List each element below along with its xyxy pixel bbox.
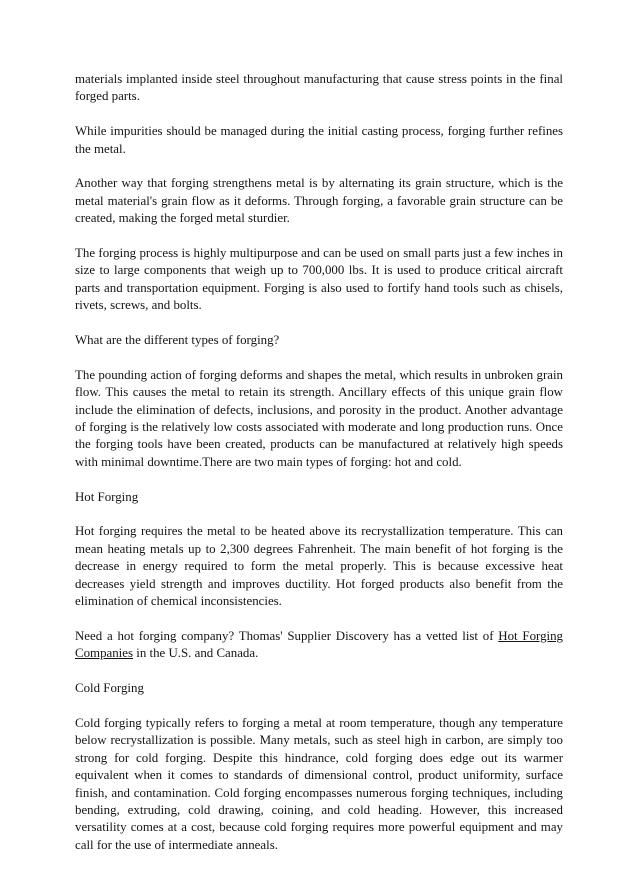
paragraph-hot-forging-companies xyxy=(75,628,563,663)
paragraph-casting-impurities: While impurities should be managed during the initial casting process, forging further refines the metal. xyxy=(75,124,563,156)
paragraph-grain-flow: The pounding action of forging deforms and shapes the metal, which results in unbroken grain flow. This causes the metal to retain its strength. Ancillary effects of this unique grain flow include the elimination of defects, inclusions, and porosity in the product. Another advantage of forging is the relatively low costs associated with moderate and long production runs. Once the forging tools have been created, products can be manufactured at relatively high speeds with minimal downtime.There are two main types of forging: hot and cold. xyxy=(75,367,563,469)
heading-types-of-forging: What are the different types of forging? xyxy=(75,333,280,348)
text-before-link: Need a hot forging company? Thomas' Supplier Discovery has a vetted list of xyxy=(75,628,499,643)
paragraph-forging-uses: The forging process is highly multipurpose and can be used on small parts just a few inches in size to large components that weigh up to 700,000 lbs. It is used to produce critical aircraft parts and transportation equipment. Forging is also used to fortify hand tools such as chisels, rivets, screws, and bolts. xyxy=(75,246,563,313)
paragraph-grain-structure: Another way that forging strengthens metal is by alternating its grain structure, which is the metal material's grain flow as it deforms. Through forging, a favorable grain structure can be created, making the forged metal sturdier. xyxy=(75,176,563,226)
paragraph-cold-forging: Cold forging typically refers to forging a metal at room temperature, though any temperature below recrystallization is possible. Many metals, such as steel high in carbon, are simply too strong for cold forging. Despite this hindrance, cold forging does edge out its warmer equivalent when it comes to standards of dimensional control, product uniformity, surface finish, and contamination. Cold forging encompasses numerous forging techniques, including bending, extruding, cold drawing, coining, and cold heading. However, this increased versatility comes at a cost, because cold forging requires more powerful equipment and may call for the use of intermediate anneals. xyxy=(75,715,563,852)
paragraph-hot-forging: Hot forging requires the metal to be heated above its recrystallization temperature. This can mean heating metals up to 2,300 degrees Fahrenheit. The main benefit of hot forging is the decrease in energy required to form the metal properly. This is because excessive heat decreases yield strength and improves ductility. Hot forged products also benefit from the elimination of chemical inconsistencies. xyxy=(75,524,563,609)
document-page xyxy=(75,71,563,872)
paragraph-impurities-intro: materials implanted inside steel throughout manufacturing that cause stress points in the final forged parts. xyxy=(75,72,563,104)
hot-forging-companies-link[interactable]: Hot Forging Companies xyxy=(75,628,563,661)
text-after-link: in the U.S. and Canada. xyxy=(133,646,259,661)
heading-hot-forging: Hot Forging xyxy=(75,489,139,504)
heading-cold-forging: Cold Forging xyxy=(75,681,144,696)
